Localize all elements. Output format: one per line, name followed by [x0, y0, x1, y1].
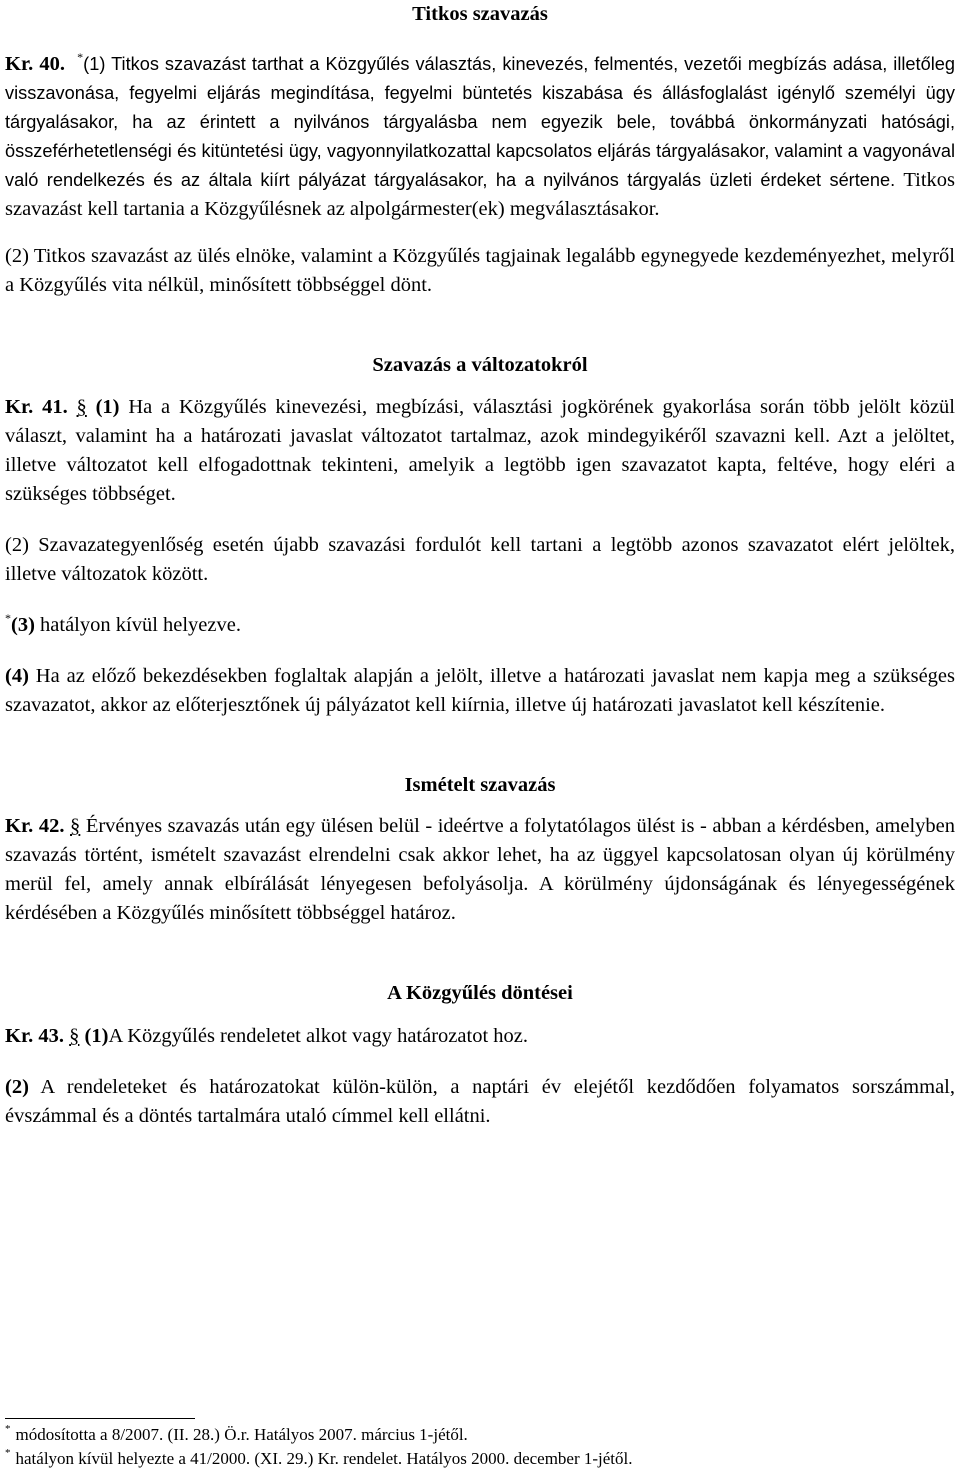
- section-sign: §: [70, 815, 81, 837]
- paragraph-kr41-3: [5, 611, 955, 640]
- paragraph-text-tail: Titkos szavazást kell tartania a Közgyűlésnek az alpolgármester(ek) megválasztásakor.: [5, 169, 955, 220]
- paragraph-number: (1): [84, 1025, 109, 1047]
- paragraph-kr41-1: [5, 393, 955, 509]
- footnotes: [5, 1418, 955, 1471]
- footnote-2: [5, 1447, 955, 1471]
- footnote-1: [5, 1423, 955, 1447]
- section-title-a-kozgyules-dontesei: A Közgyűlés döntései: [387, 982, 573, 1004]
- paragraph-number: (1): [83, 54, 106, 74]
- paragraph-text: A Közgyűlés rendeletet alkot vagy határozatot hoz.: [108, 1025, 528, 1047]
- paragraph-kr42: [5, 812, 955, 928]
- paragraph-text: hatályon kívül helyezve.: [34, 614, 241, 636]
- paragraph-kr40-2: [5, 242, 955, 300]
- paragraph-text: Titkos szavazást tarthat a Közgyűlés választás, kinevezés, felmentés, vezetői megbízás adása, illetőleg visszavonása, fegyelmi eljárás megindítása, fegyelmi büntetés kiszabása és állásfoglalást igénylő személyi ügy tárgyalásakor, ha az érintett a nyilvános tárgyalásba nem egyezik bele, továbbá önkormányzati hatósági, összeférhetetlenségi és kitüntetési ügy, vagyonnyilatkozattal kapcsolatos eljárás tárgyalásakor, valamint a vagyonával való rendelkezés és az általa kiírt pályázat tárgyalásakor, ha a nyilvános tárgyalás üzleti érdeket sértene.: [5, 54, 955, 190]
- footnote-text: módosította a 8/2007. (II. 28.) Ö.r. Hatályos 2007. március 1-jétől.: [15, 1425, 468, 1444]
- section-sign: §: [76, 396, 87, 418]
- paragraph-text: Ha a Közgyűlés kinevezési, megbízási, választási jogkörének gyakorlása során több jelölt közül választ, valamint ha a határozati javaslat változatot tartalmaz, azok mindegyikéről szavazni kell. Azt a jelöltet, illetve változatot kell elfogadottnak tekinteni, amelyik a legtöbb igen szavazatot kapta, feltéve, hogy eléri a szükséges többséget.: [5, 396, 955, 505]
- paragraph-number: (2): [5, 534, 29, 556]
- paragraph-text: Ha az előző bekezdésekben foglaltak alapján a jelölt, illetve a határozati javaslat nem kapja meg a szükséges szavazatot, akkor az előterjesztőnek új pályázatot kell kiírnia, illetve új határozati javaslatot kell készítenie.: [5, 665, 955, 716]
- paragraph-kr41-2: [5, 531, 955, 589]
- section-sign: §: [69, 1025, 80, 1047]
- article-label-kr40: Kr. 40.: [5, 53, 65, 75]
- footnote-ref-1[interactable]: *: [77, 50, 84, 64]
- paragraph-kr43-1: [5, 1022, 955, 1051]
- paragraph-number: (2): [5, 245, 29, 267]
- footnote-text: hatályon kívül helyezte a 41/2000. (XI. 29.) Kr. rendelet. Hatályos 2000. december 1-jétől.: [15, 1449, 633, 1468]
- paragraph-kr40-1: [5, 50, 955, 224]
- footnote-mark: *: [5, 1423, 11, 1435]
- paragraph-text: Szavazategyenlőség esetén újabb szavazási fordulót kell tartani a legtöbb azonos szavazatot elért jelöltek, illetve változatok között.: [5, 534, 955, 585]
- paragraph-text: Titkos szavazást az ülés elnöke, valamint a Közgyűlés tagjainak legalább egynegyede kezdeményezhet, melyről a Közgyűlés vita nélkül, minősített többséggel dönt.: [5, 245, 955, 296]
- article-label-kr43: Kr. 43.: [5, 1025, 65, 1047]
- footnote-mark: *: [5, 1447, 11, 1459]
- paragraph-text: A rendeleteket és határozatokat külön-külön, a naptári év elejétől kezdődően folyamatos sorszámmal, évszámmal és a döntés tartalmára utaló címmel kell ellátni.: [5, 1076, 955, 1127]
- paragraph-kr43-2: [5, 1073, 955, 1131]
- section-title-ismetelt-szavazas: Ismételt szavazás: [404, 774, 556, 796]
- footnote-ref-2[interactable]: *: [5, 611, 11, 625]
- paragraph-number: (2): [5, 1076, 29, 1098]
- paragraph-number: (3): [11, 614, 35, 636]
- section-title-titkos-szavazas: Titkos szavazás: [412, 3, 548, 25]
- paragraph-number: (4): [5, 665, 29, 687]
- paragraph-number: (1): [95, 396, 120, 418]
- section-title-szavazas-a-valtozatokrol: Szavazás a változatokról: [372, 354, 588, 376]
- document-page: [5, 0, 955, 1131]
- paragraph-text: Érvényes szavazás után egy ülésen belül - ideértve a folytatólagos ülést is - abban a kérdésben, amelyben szavazás történt, ismételt szavazást elrendelni csak akkor lehet, ha az üggyel kapcsolatosan olyan új körülmény merül fel, amely annak elbírálását lényegesen befolyásolja. A körülmény újdonságának és lényegességének kérdésében a Közgyűlés minősített többséggel határoz.: [5, 815, 956, 924]
- article-label-kr41: Kr. 41.: [5, 396, 68, 418]
- paragraph-kr41-4: [5, 662, 955, 720]
- footnote-separator: [5, 1418, 195, 1419]
- article-label-kr42: Kr. 42.: [5, 815, 65, 837]
